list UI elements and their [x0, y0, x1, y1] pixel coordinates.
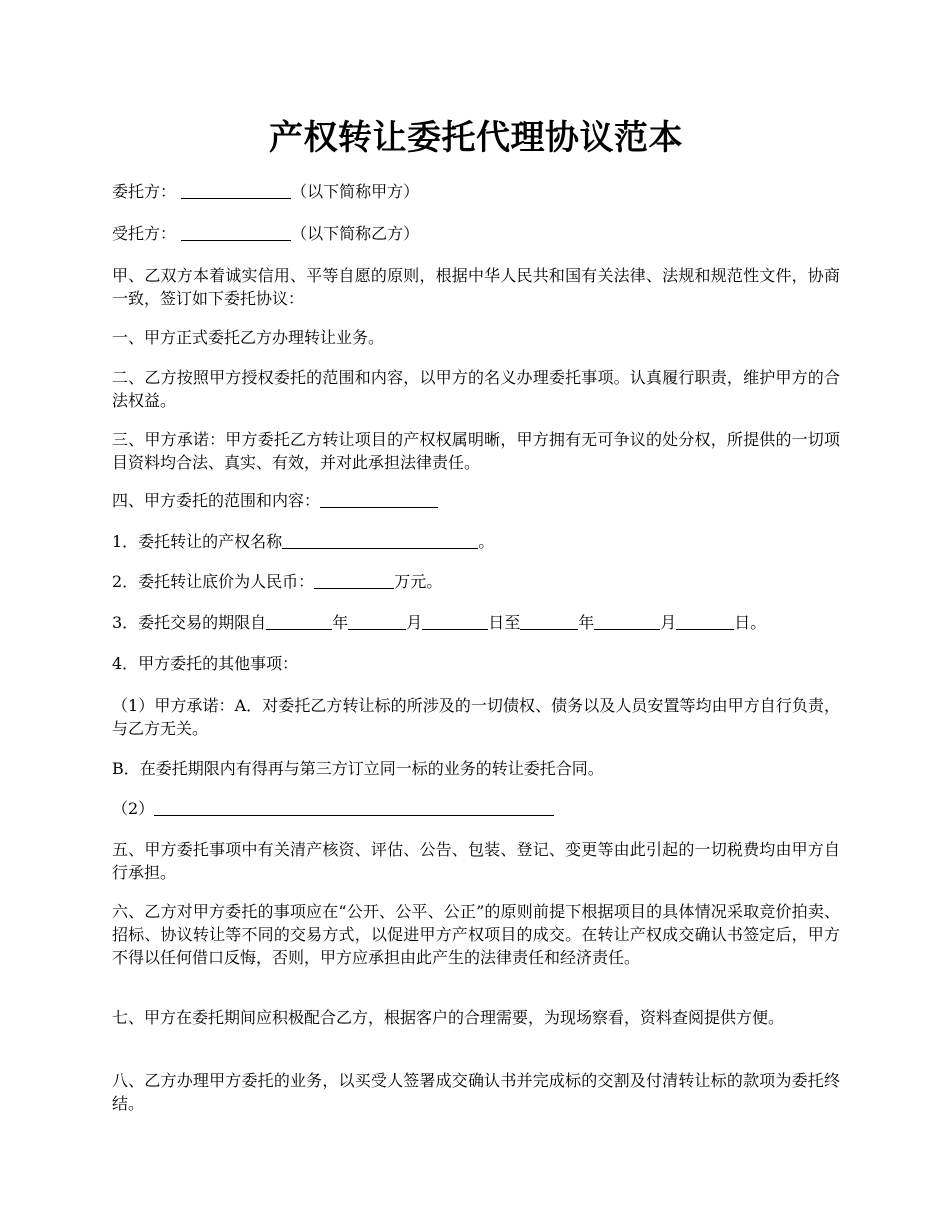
fill-in-blank: [154, 799, 554, 816]
paragraph-text: 4．甲方委托的其他事项：: [112, 654, 299, 673]
paragraph-text: 甲、乙双方本着诚实信用、平等自愿的原则，根据中华人民共和国有关法律、法规和规范性文件，协商一致，签订如下委托协议：: [112, 266, 840, 308]
fill-in-blank: [266, 613, 332, 630]
paragraph: [112, 366, 840, 412]
paragraph: [112, 1006, 840, 1029]
paragraph-text: 委托方：: [112, 182, 182, 201]
paragraph: [112, 570, 840, 593]
paragraph: [112, 838, 840, 884]
paragraph-text: 一、甲方正式委托乙方办理转让业务。: [112, 328, 385, 347]
paragraph-text: （以下简称乙方）: [291, 224, 420, 243]
paragraph: [112, 264, 840, 310]
fill-in-blank: [181, 224, 291, 241]
paragraph-text: （2）: [112, 799, 155, 818]
fill-in-blank: [282, 532, 478, 549]
fill-in-blank: [676, 613, 734, 630]
paragraph-text: 受托方：: [112, 224, 182, 243]
paragraph: [112, 489, 840, 512]
fill-in-blank: [520, 613, 578, 630]
document-title: 产权转让委托代理协议范本: [269, 118, 683, 158]
paragraph-text: 日。: [734, 613, 767, 632]
paragraph-text: 六、乙方对甲方委托的事项应在“公开、公平、公正”的原则前提下根据项目的具体情况采取竞价拍卖、招标、协议转让等不同的交易方式，以促进甲方产权项目的成交。在转让产权成交确认书签定后，甲方不得以任何借口反悔，否则，甲方应承担由此产生的法律责任和经济责任。: [112, 902, 840, 967]
paragraph: [112, 652, 840, 675]
paragraph-text: 三、甲方承诺：甲方委托乙方转让项目的产权权属明晰，甲方拥有无可争议的处分权，所提供的一切项目资料均合法、真实、有效，并对此承担法律责任。: [112, 430, 840, 472]
paragraph: [112, 326, 840, 349]
paragraph-text: 七、甲方在委托期间应积极配合乙方，根据客户的合理需要，为现场察看，资料查阅提供方便。: [112, 1008, 785, 1027]
paragraph: [112, 530, 840, 553]
paragraph-text: 年: [332, 613, 349, 632]
paragraph: [112, 428, 840, 474]
paragraph-text: （1）甲方承诺：A．对委托乙方转让标的所涉及的一切债权、债务以及人员安置等均由甲方自行负责，与乙方无关。: [112, 696, 840, 738]
fill-in-blank: [422, 613, 488, 630]
paragraph-text: 二、乙方按照甲方授权委托的范围和内容，以甲方的名义办理委托事项。认真履行职责，维护甲方的合法权益。: [112, 368, 840, 410]
paragraph-text: 月: [660, 613, 677, 632]
paragraph: [112, 222, 840, 245]
paragraph-text: 八、乙方办理甲方委托的业务，以买受人签署成交确认书并完成标的交割及付清转让标的款项为委托终结。: [112, 1071, 840, 1113]
document-page: [112, 0, 840, 1113]
paragraph: [112, 757, 840, 780]
paragraph-text: 日至: [488, 613, 521, 632]
paragraph-text: 月: [406, 613, 423, 632]
paragraph-text: 万元。: [394, 572, 443, 591]
paragraph: [112, 180, 840, 203]
paragraph-text: 3．委托交易的期限自: [112, 613, 267, 632]
paragraph-text: 2．委托转让底价为人民币：: [112, 572, 315, 591]
fill-in-blank: [314, 572, 394, 589]
fill-in-blank: [348, 613, 406, 630]
paragraph: [112, 1069, 840, 1115]
paragraph-text: 四、甲方委托的范围和内容：: [112, 491, 321, 510]
paragraph-text: （以下简称甲方）: [291, 182, 420, 201]
paragraph: [112, 611, 840, 634]
paragraph: [112, 694, 840, 740]
paragraph: [112, 797, 840, 820]
paragraph-text: 五、甲方委托事项中有关清产核资、评估、公告、包装、登记、变更等由此引起的一切税费均由甲方自行承担。: [112, 840, 840, 882]
paragraph-text: 。: [478, 532, 495, 551]
fill-in-blank: [320, 491, 438, 508]
fill-in-blank: [594, 613, 660, 630]
fill-in-blank: [181, 182, 291, 199]
paragraph: [112, 900, 840, 969]
paragraph-text: 1．委托转让的产权名称: [112, 532, 283, 551]
paragraph-text: B．在委托期限内有得再与第三方订立同一标的业务的转让委托合同。: [112, 759, 604, 778]
paragraph-text: 年: [578, 613, 595, 632]
